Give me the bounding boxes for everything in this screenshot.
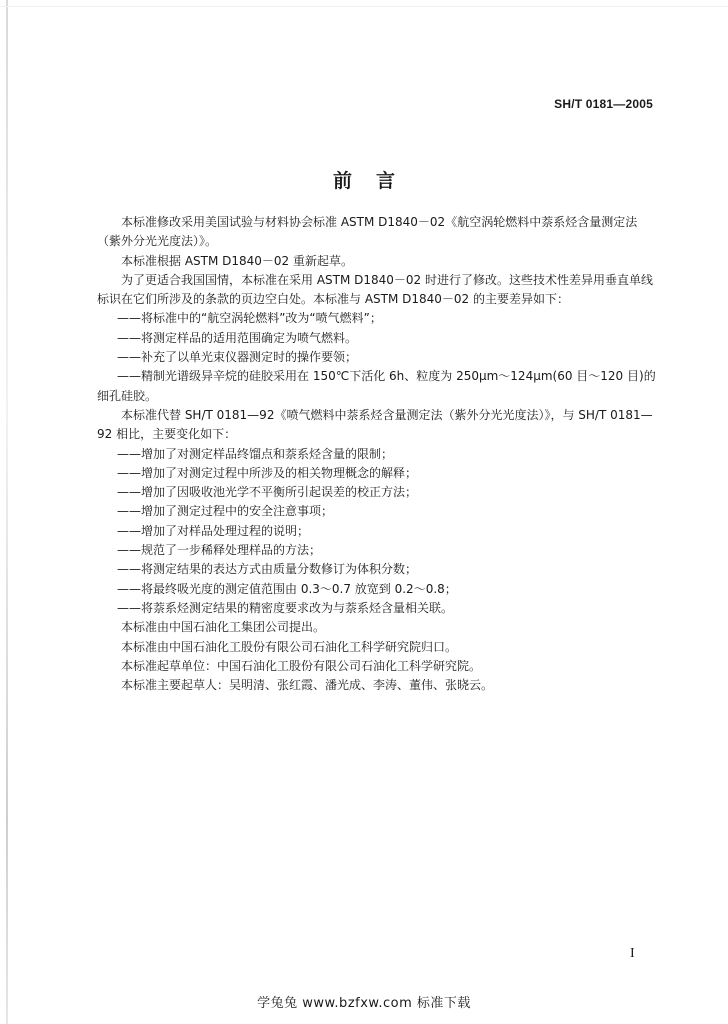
scan-edge-top <box>0 6 728 7</box>
change-item: ——增加了对测定过程中所涉及的相关物理概念的解释； <box>117 465 418 480</box>
difference-item: ——补充了以单光束仪器测定时的操作要领； <box>117 350 358 365</box>
paragraph-drafting-unit: 本标准起草单位：中国石油化工股份有限公司石油化工科学研究院。 <box>121 658 482 673</box>
paragraph-proposer: 本标准由中国石油化工集团公司提出。 <box>121 620 326 635</box>
paragraph-modifications: 为了更适合我国国情，本标准在采用 ASTM D1840－02 时进行了修改。这些技术性差异用垂直单线标识在它们所涉及的条款的页边空白处。本标准与 ASTM D1840－02 的主要差异如下： <box>97 272 654 307</box>
change-item: ——增加了对测定样品终馏点和萘系烃含量的限制； <box>117 446 394 461</box>
change-item: ——将最终吸光度的测定值范围由 0.3～0.7 放宽到 0.2～0.8； <box>117 581 457 596</box>
paragraph-drafters: 本标准主要起草人：吴明清、张红霞、潘光成、李涛、董伟、张晓云。 <box>121 678 494 693</box>
change-item: ——将测定结果的表达方式由质量分数修订为体积分数； <box>117 562 418 577</box>
paragraph-redrafted: 本标准根据 ASTM D1840－02 重新起草。 <box>121 253 354 268</box>
page-title: 前言 <box>332 170 419 192</box>
difference-item: ——将测定样品的适用范围确定为喷气燃料。 <box>117 330 358 345</box>
paragraph-centralized: 本标准由中国石油化工股份有限公司石油化工科学研究院归口。 <box>121 639 458 654</box>
page-number: I <box>630 946 635 961</box>
scan-edge-left <box>6 0 8 1024</box>
change-item: ——规范了一步稀释处理样品的方法； <box>117 543 322 558</box>
difference-item: ——精制光谱级异辛烷的硅胶采用在 150℃下活化 6h、粒度为 250μm～124μm(60 目～120 目)的细孔硅胶。 <box>97 369 656 403</box>
standard-code: SH/T 0181—2005 <box>554 97 653 111</box>
change-item: ——增加了测定过程中的安全注意事项； <box>117 504 334 519</box>
paragraph-replaces: 本标准代替 SH/T 0181—92《喷气燃料中萘系烃含量测定法（紫外分光光度法）》，与 SH/T 0181—92 相比，主要变化如下： <box>97 407 653 442</box>
change-item: ——增加了因吸收池光学不平衡所引起误差的校正方法； <box>117 485 418 500</box>
change-item: ——将萘系烃测定结果的精密度要求改为与萘系烃含量相关联。 <box>117 600 454 615</box>
change-item: ——增加了对样品处理过程的说明； <box>117 523 310 538</box>
difference-item: ——将标准中的“航空涡轮燃料”改为“喷气燃料”； <box>117 311 382 326</box>
preface-body <box>97 213 657 695</box>
footer-watermark: 学兔兔 www.bzfxw.com 标准下载 <box>257 996 471 1011</box>
paragraph-adoption: 本标准修改采用美国试验与材料协会标准 ASTM D1840－02《航空涡轮燃料中萘系烃含量测定法（紫外分光光度法）》。 <box>97 215 638 249</box>
